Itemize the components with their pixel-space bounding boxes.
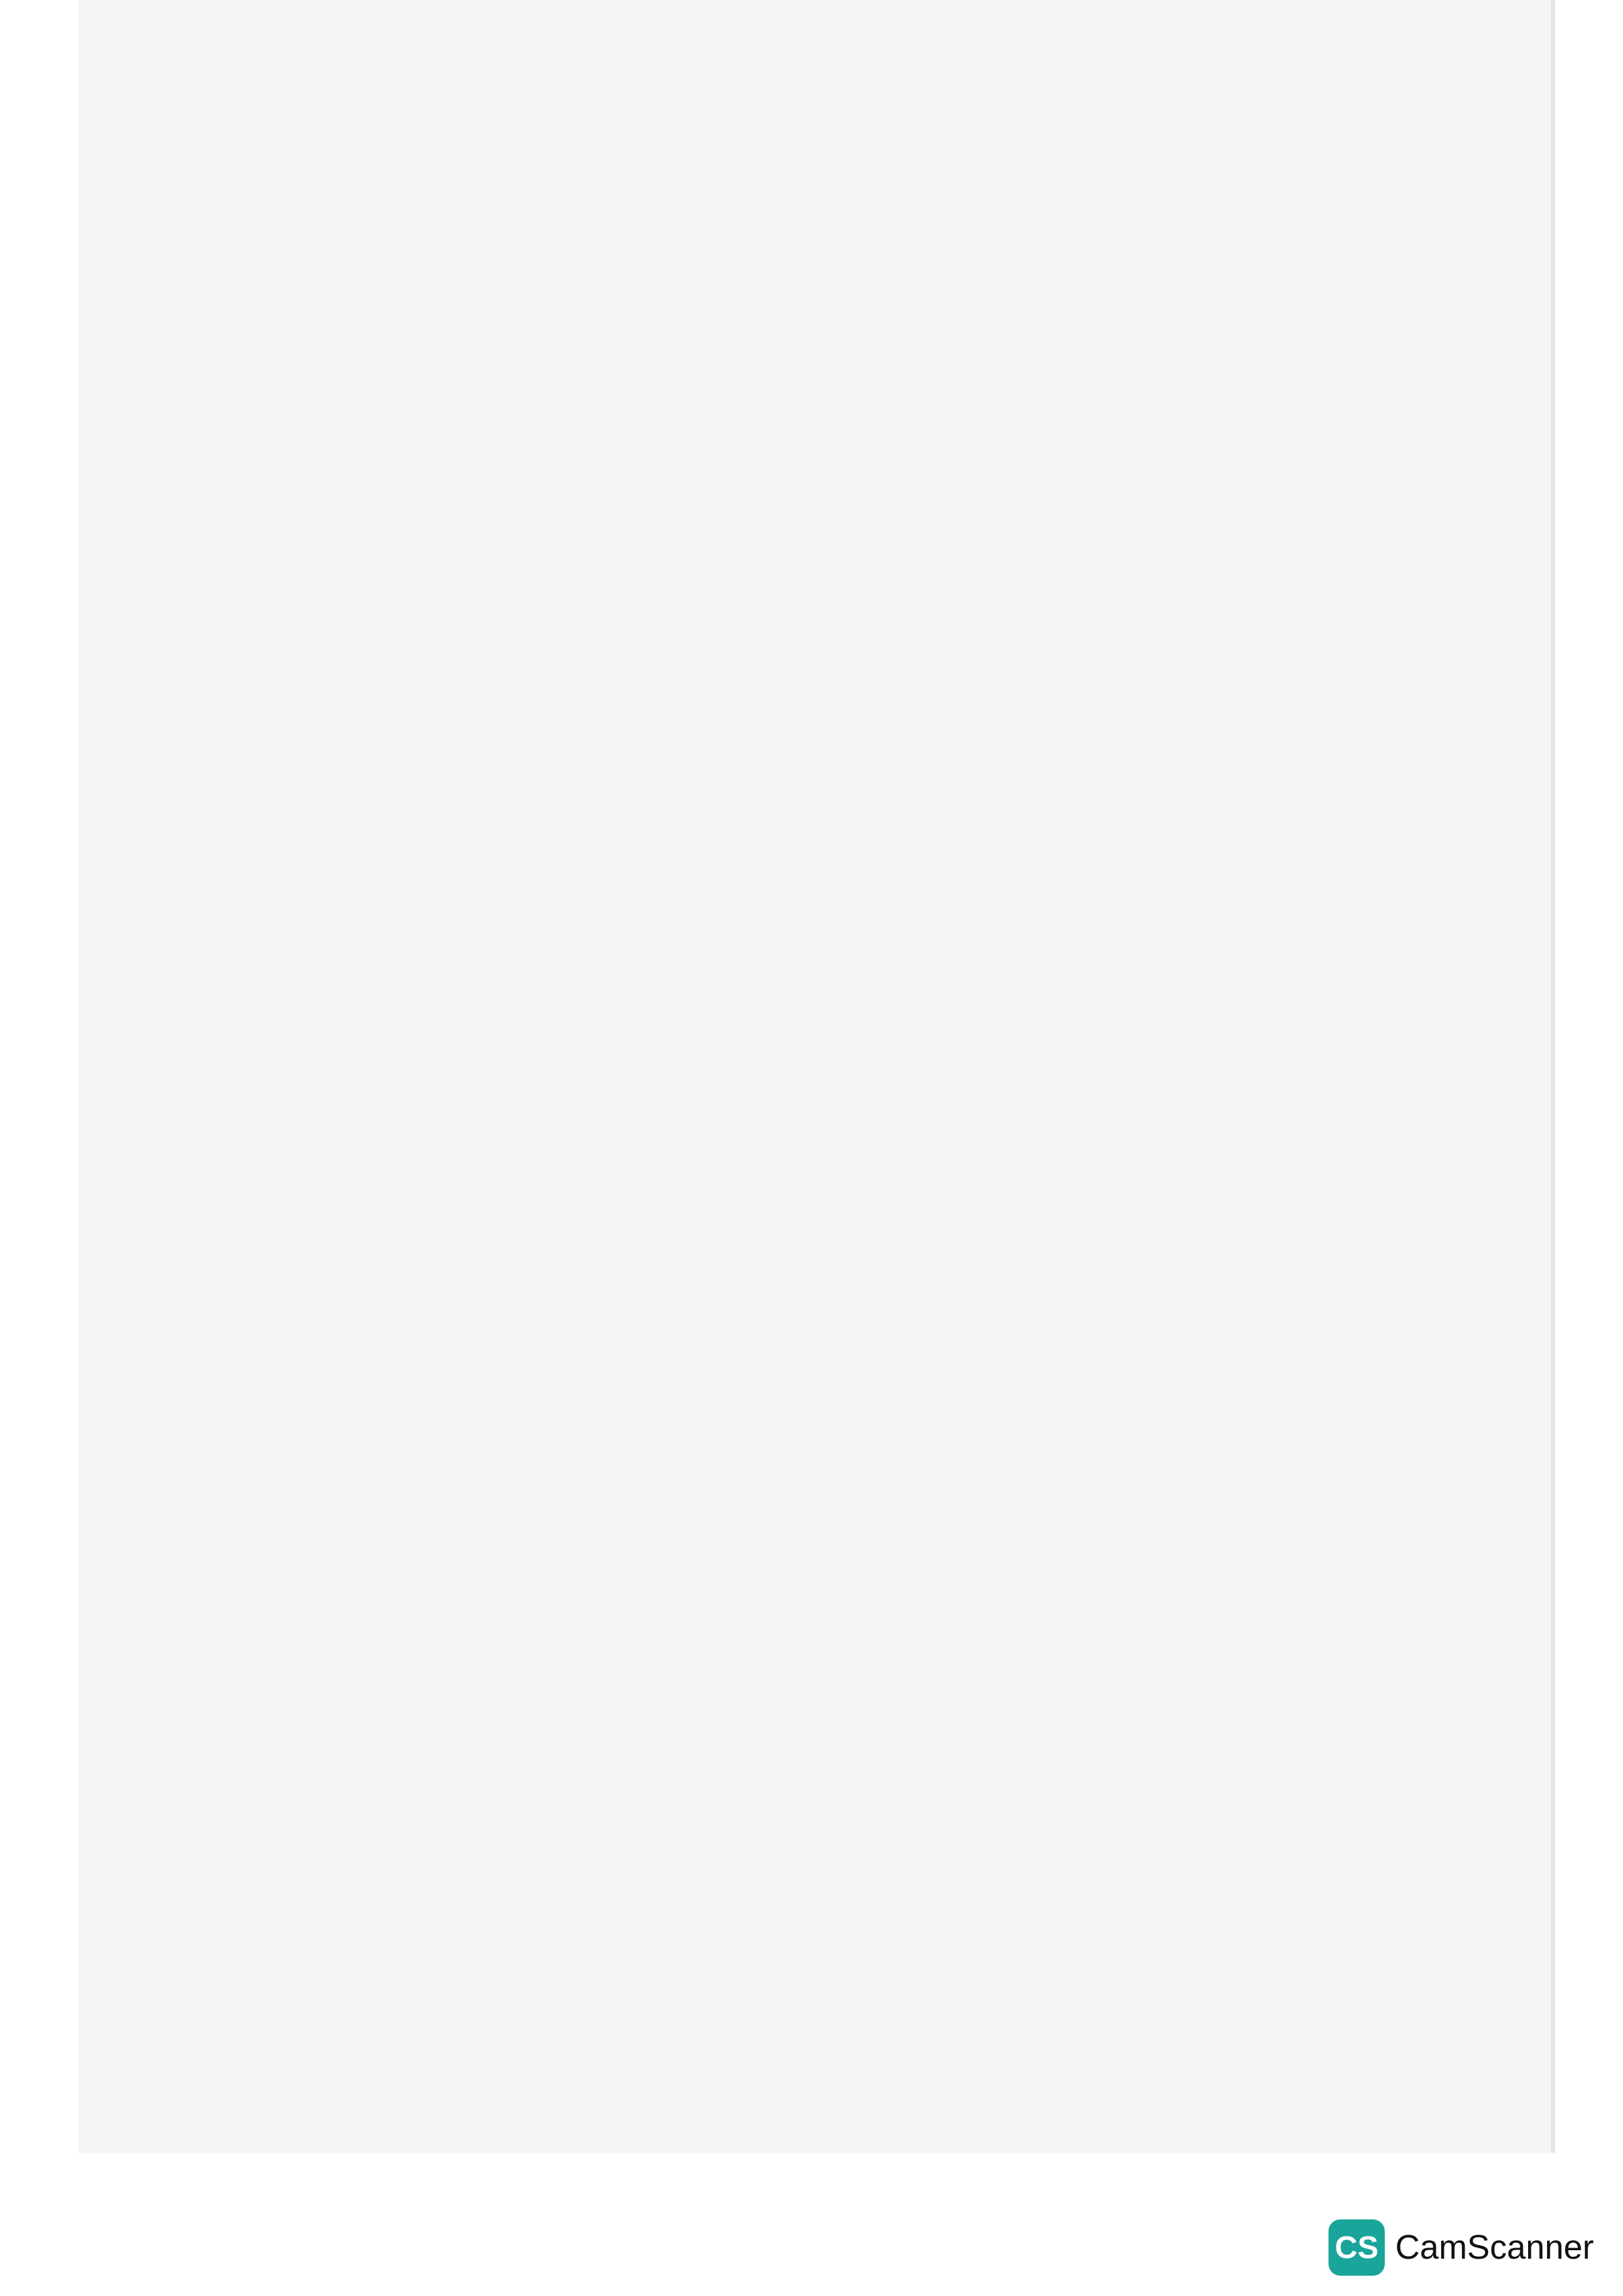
camscanner-logo-icon: CS [1329, 2219, 1385, 2276]
scanned-page [79, 0, 1555, 2153]
camscanner-text: CamScanner [1395, 2229, 1594, 2267]
camscanner-watermark [1329, 2218, 1594, 2277]
